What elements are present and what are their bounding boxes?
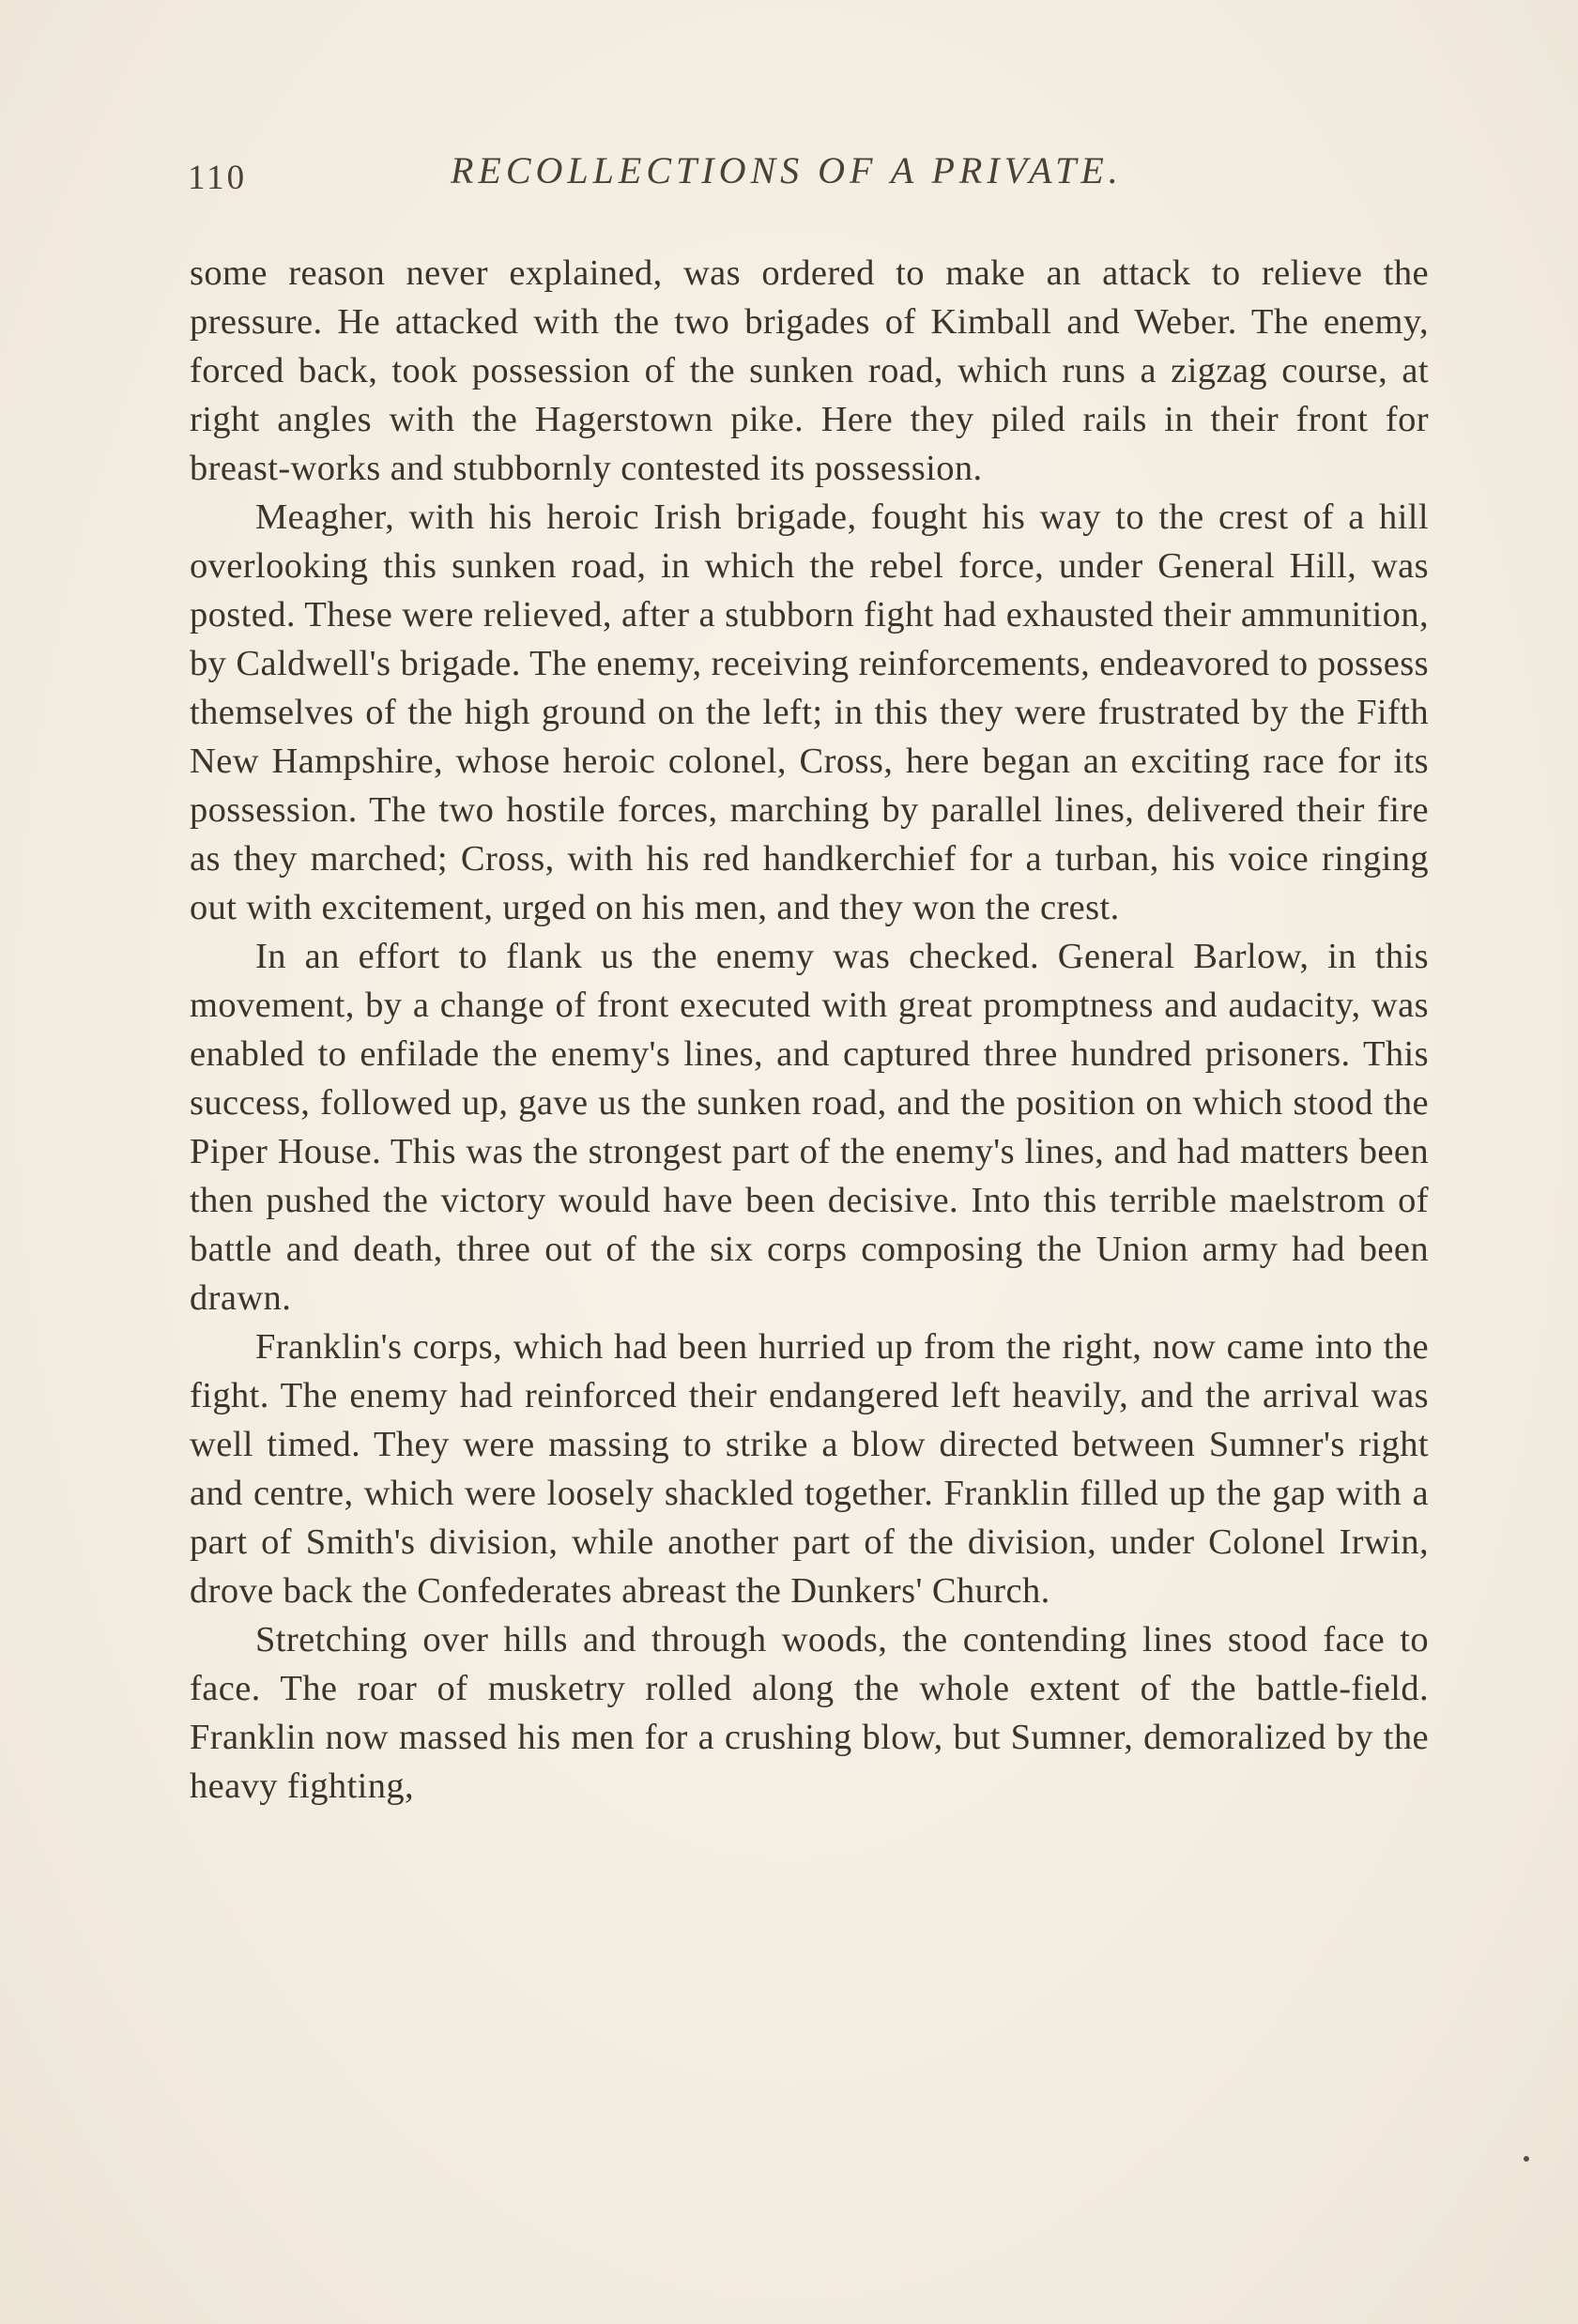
paragraph-1: some reason never explained, was ordered to make an attack to relieve the pressure. He attacked with the two brigades of Kimball and Weber. The enemy, forced back, took possession of the sunken road, which runs a zigzag course, at right angles with the Hagerstown pike. Here they piled rails in their front for breast-works and stubbornly contested its possession. xyxy=(190,253,1429,488)
paragraph-5: Stretching over hills and through woods, the contending lines stood face to face. The roar of musketry rolled along the whole extent of the battle-field. Franklin now massed his men for a crushing blow, but Sumner, demoralized by the heavy fighting, xyxy=(190,1620,1429,1806)
ink-speck xyxy=(1524,2156,1529,2162)
paragraph-4: Franklin's corps, which had been hurried up from the right, now came into the fight. The enemy had reinforced their endangered left heavily, and the arrival was well timed. They were massing to strike a blow directed between Sumner's right and centre, which were loosely shackled together. Franklin filled up the gap with a part of Smith's division, while another part of the division, under Colonel Irwin, drove back the Confederates abreast the Dunkers' Church. xyxy=(190,1327,1429,1611)
paragraph-2: Meagher, with his heroic Irish brigade, fought his way to the crest of a hill overlooking this sunken road, in which the rebel force, under General Hill, was posted. These were relieved, after a stubborn fight had exhausted their ammunition, by Caldwell's brigade. The enemy, receiving reinforcements, endeavored to possess themselves of the high ground on the left; in this they were frustrated by the Fifth New Hampshire, whose heroic colonel, Cross, here began an exciting race for its possession. The two hostile forces, marching by parallel lines, delivered their fire as they marched; Cross, with his red handkerchief for a turban, his voice ringing out with excitement, urged on his men, and they won the crest. xyxy=(190,497,1429,927)
running-head xyxy=(188,148,1436,205)
running-title: RECOLLECTIONS OF A PRIVATE. xyxy=(451,149,1123,191)
body-text xyxy=(190,249,1429,1811)
page-number: 110 xyxy=(188,159,248,197)
paragraph-3: In an effort to flank us the enemy was checked. General Barlow, in this movement, by a change of front executed with great promptness and audacity, was enabled to enfilade the enemy's lines, and captured three hundred prisoners. This success, followed up, gave us the sunken road, and the position on which stood the Piper House. This was the strongest part of the enemy's lines, and had matters been then pushed the victory would have been decisive. Into this terrible maelstrom of battle and death, three out of the six corps composing the Union army had been drawn. xyxy=(190,937,1429,1318)
